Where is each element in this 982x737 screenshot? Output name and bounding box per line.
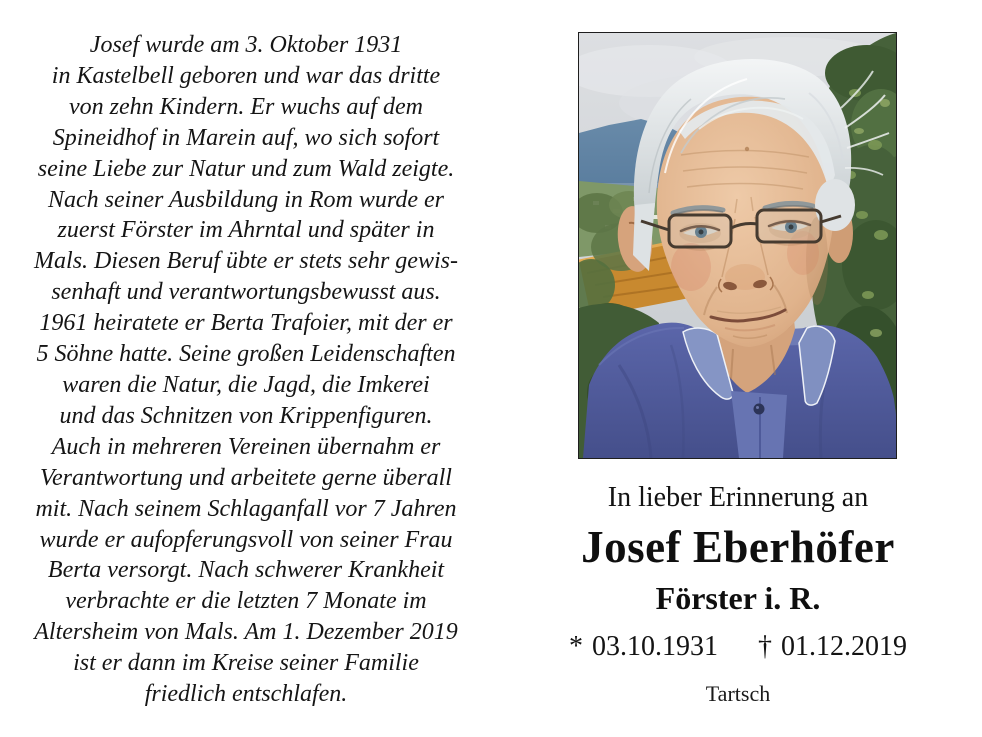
bio-line: Spineidhof in Marein auf, wo sich sofort: [52, 124, 440, 151]
deceased-title: Förster i. R.: [655, 580, 821, 616]
bio-line: Nach seiner Ausbildung in Rom wurde er: [48, 186, 444, 213]
bio-line: waren die Natur, die Jagd, die Imkerei: [62, 371, 430, 398]
birth-star-symbol: *: [569, 631, 583, 662]
bio-line: 5 Söhne hatte. Seine großen Leidenschaften: [36, 341, 456, 368]
place-name: Tartsch: [705, 681, 771, 706]
bio-line: Josef wurde am 3. Oktober 1931: [89, 32, 403, 58]
bio-line: wurde er aufopferungsvoll von seiner Frau: [39, 526, 453, 553]
biography-text: [14, 30, 478, 710]
bio-line: seine Liebe zur Natur und zum Wald zeigte.: [37, 155, 455, 182]
deceased-name: Josef Eberhöfer: [581, 522, 895, 572]
death-cross-symbol: †: [758, 631, 772, 662]
bio-line: Mals. Diesen Beruf übte er stets sehr gewis-: [34, 248, 458, 275]
life-dates: [540, 631, 936, 663]
memorial-intro: In lieber Erinnerung an: [607, 482, 869, 513]
bio-line: und das Schnitzen von Krippenfiguren.: [59, 402, 433, 429]
memorial-text-block: [540, 0, 936, 737]
bio-line: Auch in mehreren Vereinen übernahm er: [51, 433, 441, 460]
bio-line: zuerst Förster im Ahrntal und später in: [57, 217, 435, 244]
bio-line: senhaft und verantwortungsbewusst aus.: [51, 279, 441, 306]
bio-line: friedlich entschlafen.: [144, 681, 348, 708]
bio-line: Berta versorgt. Nach schwerer Krankheit: [47, 557, 445, 584]
bio-line: 1961 heiratete er Berta Trafoier, mit der er: [39, 310, 453, 337]
bio-line: Altersheim von Mals. Am 1. Dezember 2019: [34, 619, 458, 646]
bio-line: von zehn Kindern. Er wuchs auf dem: [69, 93, 423, 120]
death-date-group: [758, 631, 907, 663]
bio-line: verbrachte er die letzten 7 Monate im: [65, 588, 427, 615]
death-date: 01.12.2019: [781, 631, 907, 662]
birth-date-group: [569, 631, 718, 663]
bio-line: mit. Nach seinem Schlaganfall vor 7 Jahren: [35, 495, 457, 522]
bio-line: Verantwortung und arbeitete gerne überall: [40, 464, 452, 491]
bio-line: in Kastelbell geboren und war das dritte: [51, 62, 441, 89]
birth-date: 03.10.1931: [592, 631, 718, 662]
bio-line: ist er dann im Kreise seiner Familie: [73, 650, 419, 677]
